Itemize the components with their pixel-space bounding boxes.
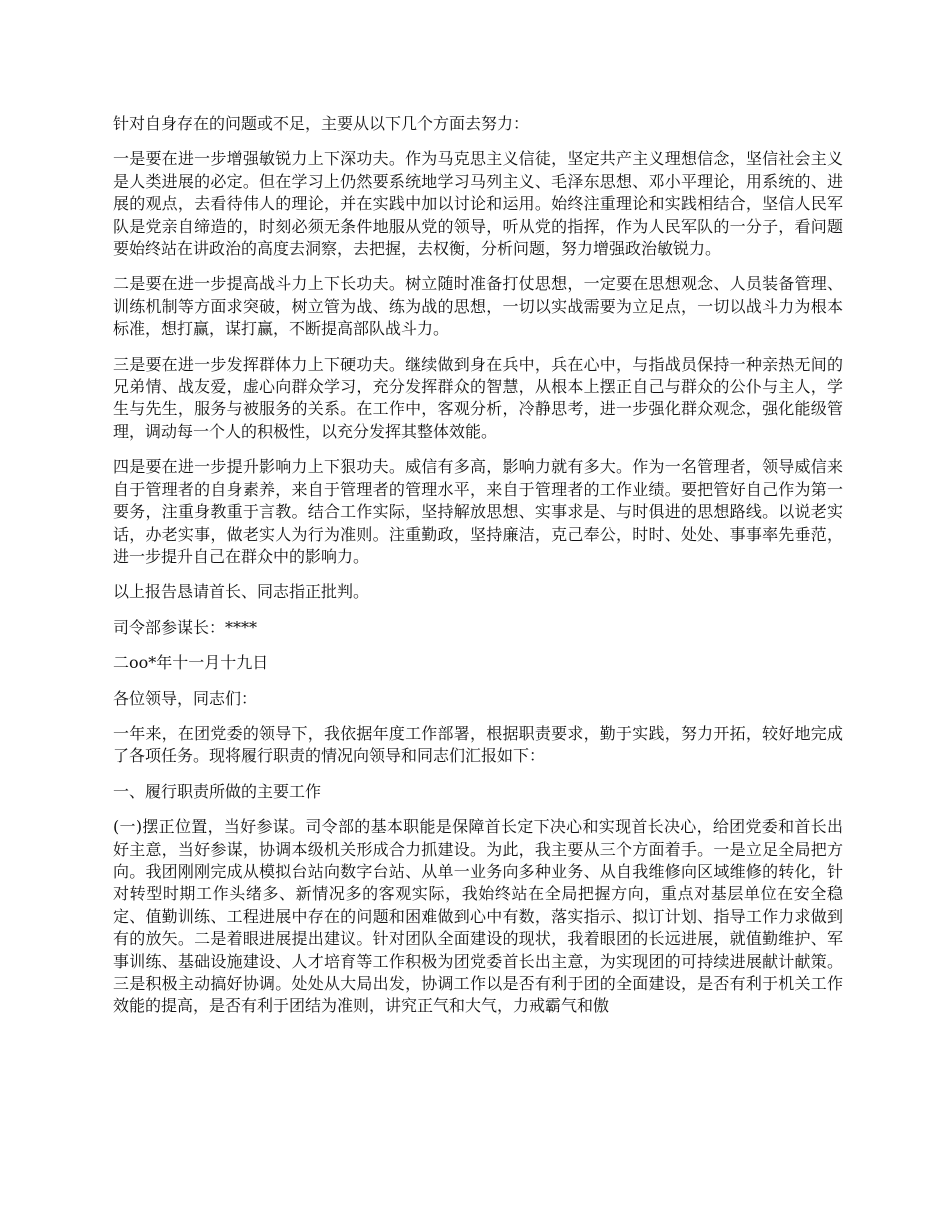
paragraph-point-three: 三是要在进一步发挥群体力上下硬功夫。继续做到身在兵中，兵在心中，与指战员保持一种亲热无间的兄弟情、战友爱，虚心向群众学习，充分发挥群众的智慧，从根本上摆正自己与群众的公仆与主人，学生与先生，服务与被服务的关系。在工作中，客观分析，冷静思考，进一步强化群众观念，强化能级管理，调动每一个人的积极性，以充分发挥其整体效能。 [113, 354, 843, 441]
paragraph-intro: 针对自身存在的问题或不足，主要从以下几个方面去努力： [113, 114, 530, 133]
date-line: 二oo*年十一月十九日 [113, 653, 269, 673]
paragraph-report-intro: 一年来，在团党委的领导下，我依据年度工作部署，根据职责要求，勤于实践，努力开拓，较好地完成了各项任务。现将履行职责的情况向领导和同志们汇报如下： [113, 723, 843, 766]
salutation: 各位领导，同志们： [113, 688, 258, 708]
document-page [113, 113, 843, 1031]
paragraph-point-four: 四是要在进一步提升影响力上下狠功夫。威信有多高，影响力就有多大。作为一名管理者，领导威信来自于管理者的自身素养，来自于管理者的管理水平，来自于管理者的工作业绩。要把管好自己作为第一要务，注重身教重于言教。结合工作实际，坚持解放思想、实事求是、与时俱进的思想路线。以说老实话，办老实事，做老实人为行为准则。注重勤政，坚持廉洁，克己奉公，时时、处处、事事率先垂范，进一步提升自己在群众中的影响力。 [113, 457, 843, 566]
paragraph-closing: 以上报告恳请首长、同志指正批判。 [113, 582, 370, 602]
paragraph-section-one: (一)摆正位置，当好参谋。司令部的基本职能是保障首长定下决心和实现首长决心，给团党委和首长出好主意，当好参谋，协调本级机关形成合力抓建设。为此，我主要从三个方面着手。一是立足全局把方向。我团刚刚完成从模拟台站向数字台站、从单一业务向多种业务、从自我维修向区域维修的转化，针对转型时期工作头绪多、新情况多的客观实际，我始终站在全局把握方向，重点对基层单位在安全稳定、值勤训练、工程进展中存在的问题和困难做到心中有数，落实指示、拟订计划、指导工作力求做到有的放矢。二是着眼进展提出建议。针对团队全面建设的现状，我着眼团的长远进展，就值勤维护、军事训练、基础设施建设、人才培育等工作积极为团党委首长出主意，为实现团的可持续进展献计献策。三是积极主动搞好协调。处处从大局出发，协调工作以是否有利于团的全面建设，是否有利于机关工作效能的提高，是否有利于团结为准则，讲究正气和大气，力戒霸气和傲 [113, 817, 843, 1016]
section-heading: 一、履行职责所做的主要工作 [113, 781, 322, 801]
signature-line: 司令部参谋长：**** [113, 617, 258, 637]
paragraph-point-one: 一是要在进一步增强敏锐力上下深功夫。作为马克思主义信徒，坚定共产主义理想信念，坚信社会主义是人类进展的必定。但在学习上仍然要系统地学习马列主义、毛泽东思想、邓小平理论，用系统的、进展的观点，去看待伟人的理论，并在实践中加以讨论和运用。始终注重理论和实践相结合，坚信人民军队是党亲自缔造的，时刻必须无条件地服从党的领导，听从党的指挥，作为人民军队的一分子，看问题要始终站在讲政治的高度去洞察，去把握，去权衡，分析问题，努力增强政治敏锐力。 [113, 149, 843, 259]
paragraph-point-two: 二是要在进一步提高战斗力上下长功夫。树立随时准备打仗思想，一定要在思想观念、人员装备管理、训练机制等方面求突破，树立管为战、练为战的思想，一切以实战需要为立足点，一切以战斗力为根本标准，想打赢，谋打赢，不断提高部队战斗力。 [113, 274, 843, 339]
